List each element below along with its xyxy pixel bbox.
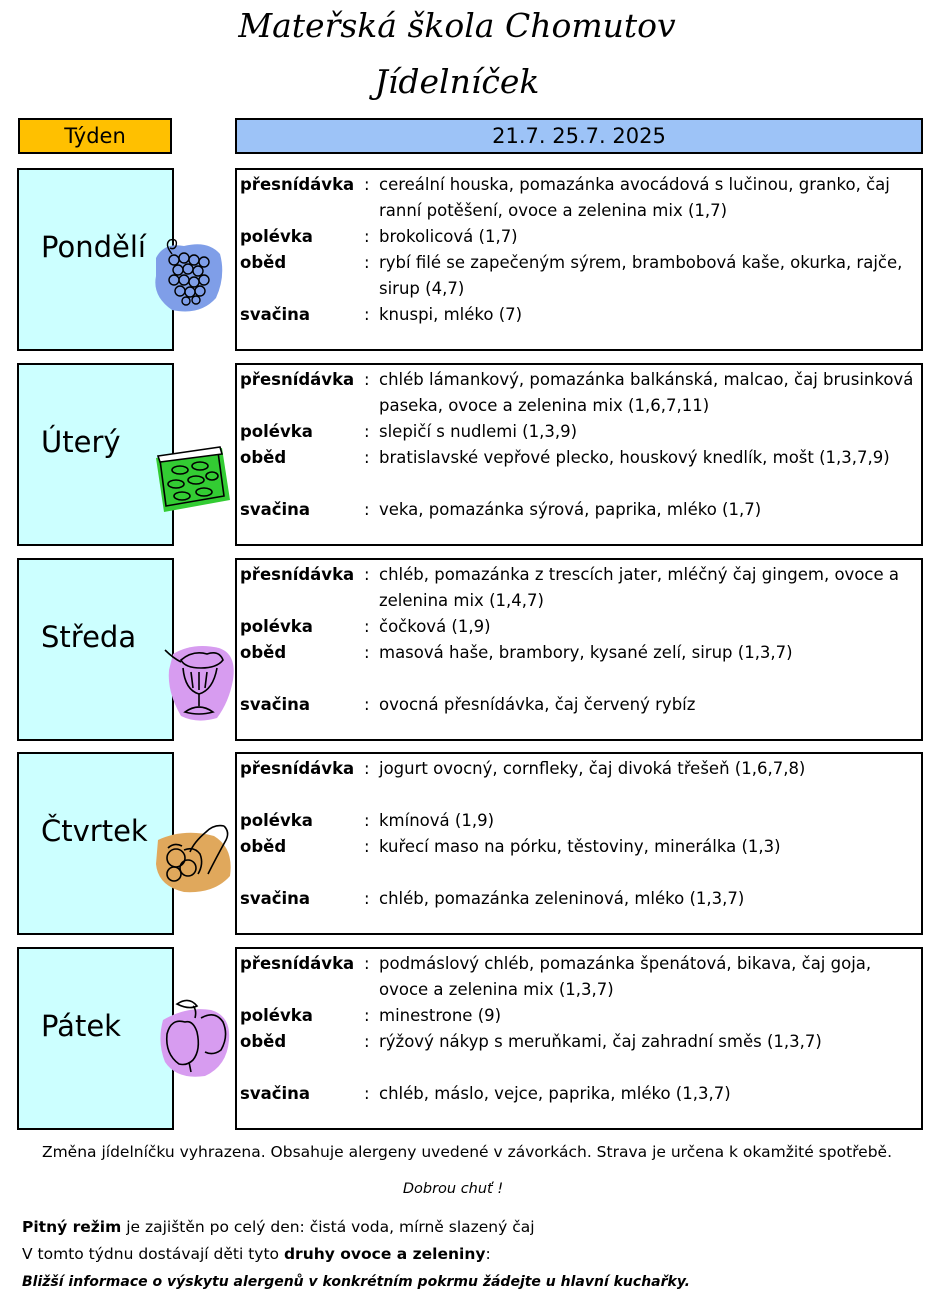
snack-am-text: chléb lámankový, pomazánka balkánská, malcao, čaj brusinková paseka, ovoce a zelenina mix (1,6,7,11) <box>379 370 914 415</box>
label-lunch: oběd <box>240 837 287 856</box>
day-box-thursday <box>17 752 174 935</box>
day-box-friday <box>17 947 174 1130</box>
grapes-icon <box>150 236 226 316</box>
snack-am-text: jogurt ovocný, cornfleky, čaj divoká třešeň (1,6,7,8) <box>379 759 806 778</box>
snack-am-text: chléb, pomazánka z trescích jater, mléčný čaj gingem, ovoce a zelenina mix (1,4,7) <box>379 565 899 610</box>
day-name: Čtvrtek <box>41 814 148 848</box>
colon: : <box>364 811 370 830</box>
colon: : <box>364 253 370 272</box>
label-snack-am: přesnídávka <box>240 565 355 584</box>
label-lunch: oběd <box>240 253 287 272</box>
snack-am-text: podmáslový chléb, pomazánka špenátová, bikava, čaj goja, ovoce a zelenina mix (1,3,7) <box>379 954 872 999</box>
fruit-info-suffix: : <box>485 1245 491 1263</box>
dessert-glass-icon <box>163 640 237 724</box>
week-label: Týden <box>18 118 172 154</box>
snack-pm-text: chléb, máslo, vejce, paprika, mléko (1,3,7) <box>379 1084 731 1103</box>
label-lunch: oběd <box>240 643 287 662</box>
colon: : <box>364 500 370 519</box>
label-snack-pm: svačina <box>240 1084 311 1103</box>
soup-text: čočková (1,9) <box>379 617 491 636</box>
snack-pm-text: veka, pomazánka sýrová, paprika, mléko (1,7) <box>379 500 762 519</box>
meal-box-friday <box>235 947 923 1130</box>
lunch-text: masová haše, brambory, kysané zelí, sirup (1,3,7) <box>379 643 793 662</box>
colon: : <box>364 565 370 584</box>
snack-am-text: cereální houska, pomazánka avocádová s lučinou, granko, čaj ranní potěšení, ovoce a zelenina mix (1,7) <box>379 175 890 220</box>
soup-text: brokolicová (1,7) <box>379 227 518 246</box>
label-snack-pm: svačina <box>240 889 311 908</box>
day-box-tuesday <box>17 363 174 546</box>
menu-title: Jídelníček <box>374 62 540 101</box>
apples-icon <box>157 996 233 1080</box>
cornucopia-icon <box>154 818 236 896</box>
label-snack-am: přesnídávka <box>240 759 355 778</box>
snack-pm-text: chléb, pomazánka zeleninová, mléko (1,3,7) <box>379 889 745 908</box>
label-soup: polévka <box>240 811 313 830</box>
label-lunch: oběd <box>240 448 287 467</box>
colon: : <box>364 422 370 441</box>
label-soup: polévka <box>240 422 313 441</box>
footer-greeting: Dobrou chuť ! <box>402 1181 504 1197</box>
colon: : <box>364 1032 370 1051</box>
label-snack-am: přesnídávka <box>240 175 355 194</box>
allergen-info: Bližší informace o výskytu alergenů v konkrétním pokrmu žádejte u hlavní kuchařky. <box>22 1274 690 1290</box>
label-snack-am: přesnídávka <box>240 954 355 973</box>
fruit-info-prefix: V tomto týdnu dostávají děti tyto <box>22 1245 284 1263</box>
colon: : <box>364 695 370 714</box>
label-soup: polévka <box>240 617 313 636</box>
day-box-wednesday <box>17 558 174 741</box>
colon: : <box>364 889 370 908</box>
snack-pm-text: knuspi, mléko (7) <box>379 305 523 324</box>
day-name: Pondělí <box>41 230 146 264</box>
colon: : <box>364 305 370 324</box>
colon: : <box>364 1006 370 1025</box>
colon: : <box>364 954 370 973</box>
drinking-regime-text: je zajištěn po celý den: čistá voda, mírně slazený čaj <box>121 1218 535 1236</box>
school-title: Mateřská škola Chomutov <box>238 6 676 45</box>
label-snack-pm: svačina <box>240 695 311 714</box>
week-dates: 21.7. 25.7. 2025 <box>235 118 923 154</box>
meal-box-monday <box>235 168 923 351</box>
colon: : <box>364 617 370 636</box>
day-name: Středa <box>41 620 137 654</box>
colon: : <box>364 643 370 662</box>
lunch-text: bratislavské vepřové plecko, houskový knedlík, mošt (1,3,7,9) <box>379 448 890 467</box>
fruit-info <box>22 1245 491 1263</box>
meal-box-thursday <box>235 752 923 935</box>
soup-text: slepičí s nudlemi (1,3,9) <box>379 422 578 441</box>
colon: : <box>364 1084 370 1103</box>
colon: : <box>364 227 370 246</box>
lunch-text: rybí filé se zapečeným sýrem, brambobová kaše, okurka, rajče, sirup (4,7) <box>379 253 903 298</box>
label-snack-pm: svačina <box>240 500 311 519</box>
meal-box-tuesday <box>235 363 923 546</box>
colon: : <box>364 370 370 389</box>
day-name: Úterý <box>41 425 121 459</box>
colon: : <box>364 175 370 194</box>
snack-pm-text: ovocná přesnídávka, čaj červený rybíz <box>379 695 696 714</box>
day-name: Pátek <box>41 1009 121 1043</box>
colon: : <box>364 837 370 856</box>
soup-text: kmínová (1,9) <box>379 811 495 830</box>
fruit-info-bold: druhy ovoce a zeleniny <box>283 1245 486 1263</box>
label-soup: polévka <box>240 1006 313 1025</box>
colon: : <box>364 759 370 778</box>
label-lunch: oběd <box>240 1032 287 1051</box>
label-soup: polévka <box>240 227 313 246</box>
soup-text: minestrone (9) <box>379 1006 502 1025</box>
pickle-jar-icon <box>152 444 234 516</box>
drinking-regime-label: Pitný režim <box>22 1218 122 1236</box>
footer-notice: Změna jídelníčku vyhrazena. Obsahuje alergeny uvedené v závorkách. Strava je určena k okamžité spotřebě. <box>41 1143 893 1161</box>
lunch-text: kuřecí maso na pórku, těstoviny, minerálka (1,3) <box>379 837 781 856</box>
colon: : <box>364 448 370 467</box>
meal-box-wednesday <box>235 558 923 741</box>
label-snack-am: přesnídávka <box>240 370 355 389</box>
label-snack-pm: svačina <box>240 305 311 324</box>
drinking-regime <box>22 1218 535 1236</box>
lunch-text: rýžový nákyp s meruňkami, čaj zahradní směs (1,3,7) <box>379 1032 822 1051</box>
